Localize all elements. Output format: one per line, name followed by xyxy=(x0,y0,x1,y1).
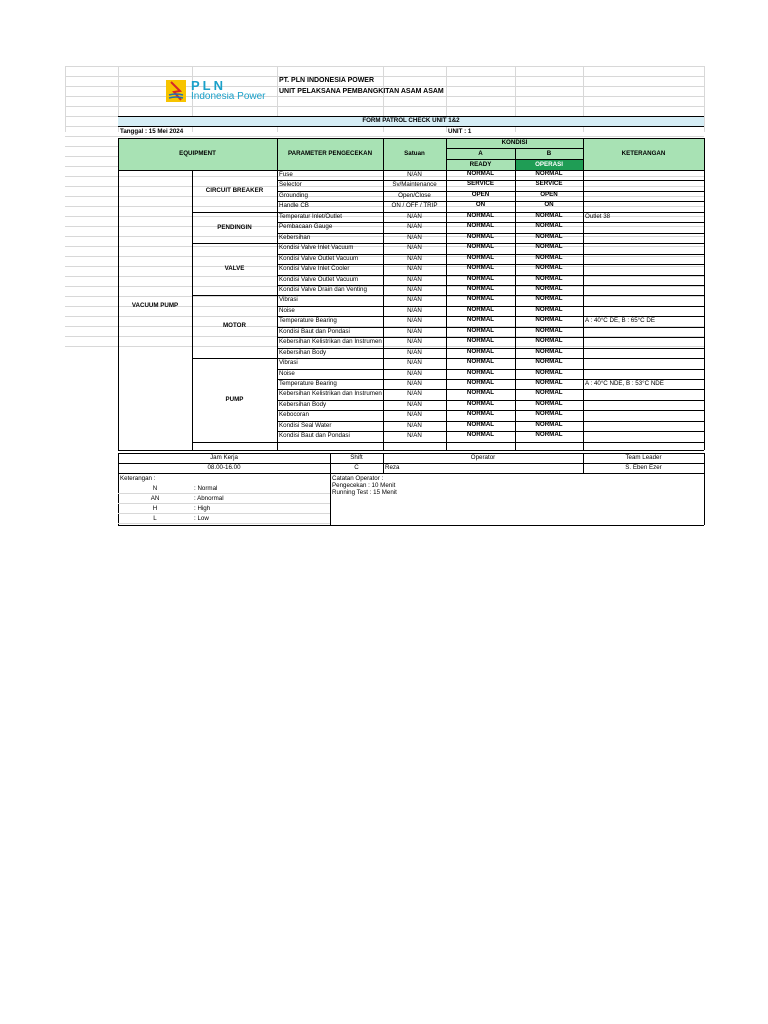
row-kondisi-b: NORMAL xyxy=(535,253,563,261)
border-line xyxy=(118,138,704,139)
shift-label: Shift xyxy=(350,453,363,461)
row-satuan: N/AN xyxy=(407,390,422,398)
border-line xyxy=(446,138,447,170)
row-kondisi-b: OPEN xyxy=(540,190,558,198)
row-kondisi-b: NORMAL xyxy=(535,347,563,355)
row-parameter: Kondisi Valve Drain dan Venting xyxy=(279,285,367,293)
row-kondisi-b: NORMAL xyxy=(535,211,563,219)
row-kondisi-b: NORMAL xyxy=(535,232,563,240)
header-kondisi: KONDISI xyxy=(501,139,528,146)
row-keterangan xyxy=(583,337,706,347)
team-leader-value: S. Eben Ezer xyxy=(625,463,662,471)
row-satuan: N/AN xyxy=(407,254,422,262)
row-kondisi-a: NORMAL xyxy=(466,379,495,386)
row-parameter: Temperature Bearing xyxy=(279,380,337,387)
row-satuan: N/AN xyxy=(407,400,422,408)
sheet-gridline xyxy=(65,86,704,87)
header-equipment: EQUIPMENT xyxy=(179,150,216,157)
row-kondisi-a: NORMAL xyxy=(466,358,495,366)
row-kondisi-b: ON xyxy=(544,201,554,209)
row-satuan: N/AN xyxy=(407,421,422,429)
equipment-group: CIRCUIT BREAKER xyxy=(205,187,264,194)
row-parameter: Noise xyxy=(279,369,295,377)
row-satuan: N/AN xyxy=(407,233,422,241)
row-kondisi-a: NORMAL xyxy=(466,389,495,397)
sheet-gridline xyxy=(65,76,704,77)
row-parameter: Kebocoran xyxy=(279,411,309,419)
row-kondisi-b: NORMAL xyxy=(535,379,563,386)
row-keterangan xyxy=(583,264,706,274)
row-satuan: N/AN xyxy=(407,275,422,283)
border-line xyxy=(704,170,705,450)
legend-title: Keterangan : xyxy=(120,474,156,482)
row-kondisi-a: NORMAL xyxy=(466,253,495,261)
row-satuan: Open/Close xyxy=(398,191,431,199)
pln-logo xyxy=(165,79,275,103)
row-kondisi-a: NORMAL xyxy=(466,410,495,418)
sheet-gridline xyxy=(704,66,705,132)
row-parameter: Temperature Bearing xyxy=(279,317,337,325)
border-line xyxy=(277,138,278,170)
unit-label: UNIT : 1 xyxy=(448,128,472,135)
row-kondisi-b: NORMAL xyxy=(535,243,563,251)
operator-value: Reza xyxy=(385,463,400,471)
row-satuan: N/AN xyxy=(407,369,422,377)
row-kondisi-a: NORMAL xyxy=(466,420,495,428)
catatan-title: Catatan Operator : xyxy=(332,474,384,482)
row-kondisi-a: OPEN xyxy=(471,190,490,198)
company-unit: UNIT PELAKSANA PEMBANGKITAN ASAM ASAM xyxy=(279,88,444,95)
shift-value: C xyxy=(354,463,359,471)
row-kondisi-b: NORMAL xyxy=(535,368,563,376)
logo-subtitle: Indonesia Power xyxy=(191,92,266,102)
border-line xyxy=(118,170,119,450)
row-satuan: N/AN xyxy=(407,359,422,367)
border-line xyxy=(118,138,119,170)
row-satuan: N/AN xyxy=(407,327,422,335)
date-label: Tanggal : 15 Mei 2024 xyxy=(120,128,184,135)
header-a: A xyxy=(478,150,483,157)
row-kondisi-a: NORMAL xyxy=(466,368,495,376)
row-satuan: N/AN xyxy=(407,338,422,346)
legend-code: AN xyxy=(150,494,160,502)
row-kondisi-b: NORMAL xyxy=(535,420,563,428)
row-keterangan: A : 40°C DE, B : 65°C DE xyxy=(585,317,655,325)
border-line xyxy=(583,170,584,450)
row-kondisi-a: NORMAL xyxy=(466,274,495,282)
sheet-gridline xyxy=(65,96,704,97)
row-satuan: N/AN xyxy=(407,317,422,325)
row-parameter: Handle CB xyxy=(279,202,309,210)
row-keterangan xyxy=(583,222,706,232)
border-line xyxy=(704,138,705,170)
row-keterangan xyxy=(583,431,706,441)
row-keterangan xyxy=(583,389,706,399)
row-kondisi-a: NORMAL xyxy=(466,284,495,292)
row-parameter: Vibrasi xyxy=(279,359,298,367)
row-keterangan xyxy=(583,400,706,410)
row-satuan: N/AN xyxy=(407,348,422,356)
row-satuan: N/AN xyxy=(407,306,422,314)
border-line xyxy=(383,138,384,170)
row-kondisi-b: NORMAL xyxy=(535,305,563,313)
legend-gridline xyxy=(118,523,330,524)
border-line xyxy=(515,148,516,170)
row-satuan: N/AN xyxy=(407,244,422,252)
equipment-main: VACUUM PUMP xyxy=(131,302,179,309)
legend-code: H xyxy=(152,504,158,512)
row-satuan: Sv/Maintenance xyxy=(392,181,437,189)
row-keterangan xyxy=(583,348,706,358)
row-parameter: Kondisi Valve Inlet Vacuum xyxy=(279,244,354,252)
row-kondisi-a: NORMAL xyxy=(466,295,495,303)
operator-label: Operator xyxy=(470,453,496,461)
equipment-group: MOTOR xyxy=(223,322,246,330)
row-parameter: Kebersihan Body xyxy=(279,348,327,356)
row-satuan: N/AN xyxy=(407,171,422,178)
legend-desc: : Low xyxy=(194,514,209,522)
row-kondisi-a: NORMAL xyxy=(466,431,495,439)
row-kondisi-a: NORMAL xyxy=(466,243,495,251)
border-line xyxy=(192,170,193,450)
row-kondisi-a: NORMAL xyxy=(466,232,495,240)
row-kondisi-a: NORMAL xyxy=(466,170,495,177)
border-line xyxy=(383,170,384,450)
header-b: B xyxy=(546,150,552,157)
legend-code: L xyxy=(153,514,157,522)
row-keterangan xyxy=(583,233,706,243)
legend-code: N xyxy=(152,484,158,492)
row-satuan: N/AN xyxy=(407,223,422,231)
row-satuan: N/AN xyxy=(407,411,422,419)
row-parameter: Kebersihan xyxy=(279,233,311,241)
row-keterangan xyxy=(583,285,706,295)
row-parameter: Kebersihan Body xyxy=(279,400,327,408)
border-line xyxy=(583,138,584,170)
row-kondisi-b: NORMAL xyxy=(535,326,563,334)
logo-brand: PLN xyxy=(191,79,226,92)
row-kondisi-b: SERVICE xyxy=(535,180,563,188)
row-kondisi-a: ON xyxy=(475,201,486,209)
row-parameter: Fuse xyxy=(279,171,293,178)
header-satuan: Satuan xyxy=(404,150,425,157)
row-kondisi-b: NORMAL xyxy=(535,170,563,177)
header-operasi: OPERASI xyxy=(535,161,563,168)
row-kondisi-b: NORMAL xyxy=(535,264,563,272)
border-line xyxy=(704,453,705,473)
equipment-group: PENDINGIN xyxy=(217,223,252,231)
header-parameter: PARAMETER PENGECEKAN xyxy=(287,150,373,157)
equipment-group: PUMP xyxy=(225,396,244,404)
border-line xyxy=(118,525,704,526)
row-kondisi-a: NORMAL xyxy=(466,399,495,407)
sheet-gridline xyxy=(65,66,66,132)
row-kondisi-a: NORMAL xyxy=(466,222,495,230)
sheet-gridline xyxy=(65,136,704,137)
row-parameter: Kondisi Valve Outlet Vacuum xyxy=(279,254,359,262)
row-keterangan xyxy=(583,306,706,316)
row-divider xyxy=(277,442,704,443)
row-keterangan xyxy=(583,421,706,431)
row-kondisi-b: NORMAL xyxy=(535,316,563,324)
border-line xyxy=(515,170,516,450)
row-satuan: N/AN xyxy=(407,380,422,387)
row-keterangan xyxy=(583,358,706,368)
border-line xyxy=(118,450,704,451)
row-kondisi-b: NORMAL xyxy=(535,337,563,345)
row-kondisi-b: NORMAL xyxy=(535,410,563,418)
row-satuan: N/AN xyxy=(407,285,422,293)
row-satuan: N/AN xyxy=(407,212,422,220)
row-parameter: Kebersihan Kelistrikan dan Instrumen xyxy=(279,338,382,346)
catatan-line: Running Test : 15 Menit xyxy=(332,488,397,496)
row-keterangan xyxy=(583,410,706,420)
row-keterangan xyxy=(583,295,706,305)
row-keterangan xyxy=(583,180,706,190)
row-satuan: N/AN xyxy=(407,296,422,304)
row-parameter: Kondisi Seal Water xyxy=(279,421,332,429)
row-parameter: Pembacaan Gauge xyxy=(279,223,333,231)
header-keterangan: KETERANGAN xyxy=(621,150,666,157)
row-parameter: Kondisi Baut dan Pondasi xyxy=(279,327,350,335)
jam-kerja-value: 08.00-16.00 xyxy=(207,463,241,471)
row-keterangan xyxy=(583,275,706,285)
row-kondisi-a: NORMAL xyxy=(466,316,495,324)
row-keterangan xyxy=(583,327,706,337)
row-kondisi-b: NORMAL xyxy=(535,389,563,397)
row-parameter: Kondisi Baut dan Pondasi xyxy=(279,432,350,440)
row-keterangan xyxy=(583,369,706,379)
legend-desc: : Abnormal xyxy=(194,494,224,502)
row-satuan: N/AN xyxy=(407,432,422,440)
sheet-gridline xyxy=(65,106,704,107)
spreadsheet-sheet xyxy=(65,66,704,526)
form-title: FORM PATROL CHECK UNIT 1&2 xyxy=(362,117,460,124)
row-keterangan xyxy=(583,254,706,264)
team-leader-label: Team Leader xyxy=(625,453,662,461)
row-kondisi-b: NORMAL xyxy=(535,284,563,292)
row-kondisi-a: NORMAL xyxy=(466,211,495,219)
row-keterangan xyxy=(583,243,706,253)
legend-desc: : Normal xyxy=(194,484,218,492)
row-kondisi-a: NORMAL xyxy=(466,326,495,334)
row-keterangan xyxy=(583,170,706,180)
row-kondisi-a: NORMAL xyxy=(466,347,495,355)
row-kondisi-b: NORMAL xyxy=(535,399,563,407)
row-parameter: Vibrasi xyxy=(279,296,298,304)
row-parameter: Grounding xyxy=(279,191,308,199)
row-keterangan xyxy=(583,191,706,201)
row-kondisi-b: NORMAL xyxy=(535,274,563,282)
catatan-line: Pengecekan : 10 Menit xyxy=(332,481,396,489)
row-satuan: ON / OFF / TRIP xyxy=(391,202,438,210)
row-keterangan xyxy=(583,201,706,211)
row-kondisi-b: NORMAL xyxy=(535,431,563,439)
row-kondisi-a: NORMAL xyxy=(466,337,495,345)
border-line xyxy=(277,170,278,450)
row-kondisi-a: SERVICE xyxy=(466,180,495,188)
equipment-group: VALVE xyxy=(224,265,245,273)
row-kondisi-b: NORMAL xyxy=(535,358,563,366)
row-keterangan: Outlet 38 xyxy=(585,212,611,220)
row-satuan: N/AN xyxy=(407,265,422,273)
legend-desc: : High xyxy=(194,504,211,512)
header-ready: READY xyxy=(469,161,492,168)
row-parameter: Kondisi Valve Inlet Cooler xyxy=(279,265,350,273)
row-kondisi-b: NORMAL xyxy=(535,295,563,303)
jam-kerja-label: Jam Kerja xyxy=(210,453,238,461)
row-parameter: Selector xyxy=(279,181,302,189)
border-line xyxy=(704,473,705,525)
row-kondisi-a: NORMAL xyxy=(466,264,495,272)
row-keterangan: A : 40°C NDE, B : 53°C NDE xyxy=(585,380,664,387)
company-name: PT. PLN INDONESIA POWER xyxy=(279,77,375,84)
row-parameter: Kondisi Valve Outlet Vacuum xyxy=(279,275,359,283)
border-line xyxy=(446,170,447,450)
row-parameter: Temperatur Inlet/Outlet xyxy=(279,212,342,220)
sheet-gridline xyxy=(65,66,704,67)
row-kondisi-b: NORMAL xyxy=(535,222,563,230)
row-kondisi-a: NORMAL xyxy=(466,305,495,313)
border-line xyxy=(330,473,331,525)
row-parameter: Noise xyxy=(279,306,295,314)
row-parameter: Kebersihan Kelistrikan dan Instrumen xyxy=(279,390,382,398)
group-divider xyxy=(192,442,277,443)
